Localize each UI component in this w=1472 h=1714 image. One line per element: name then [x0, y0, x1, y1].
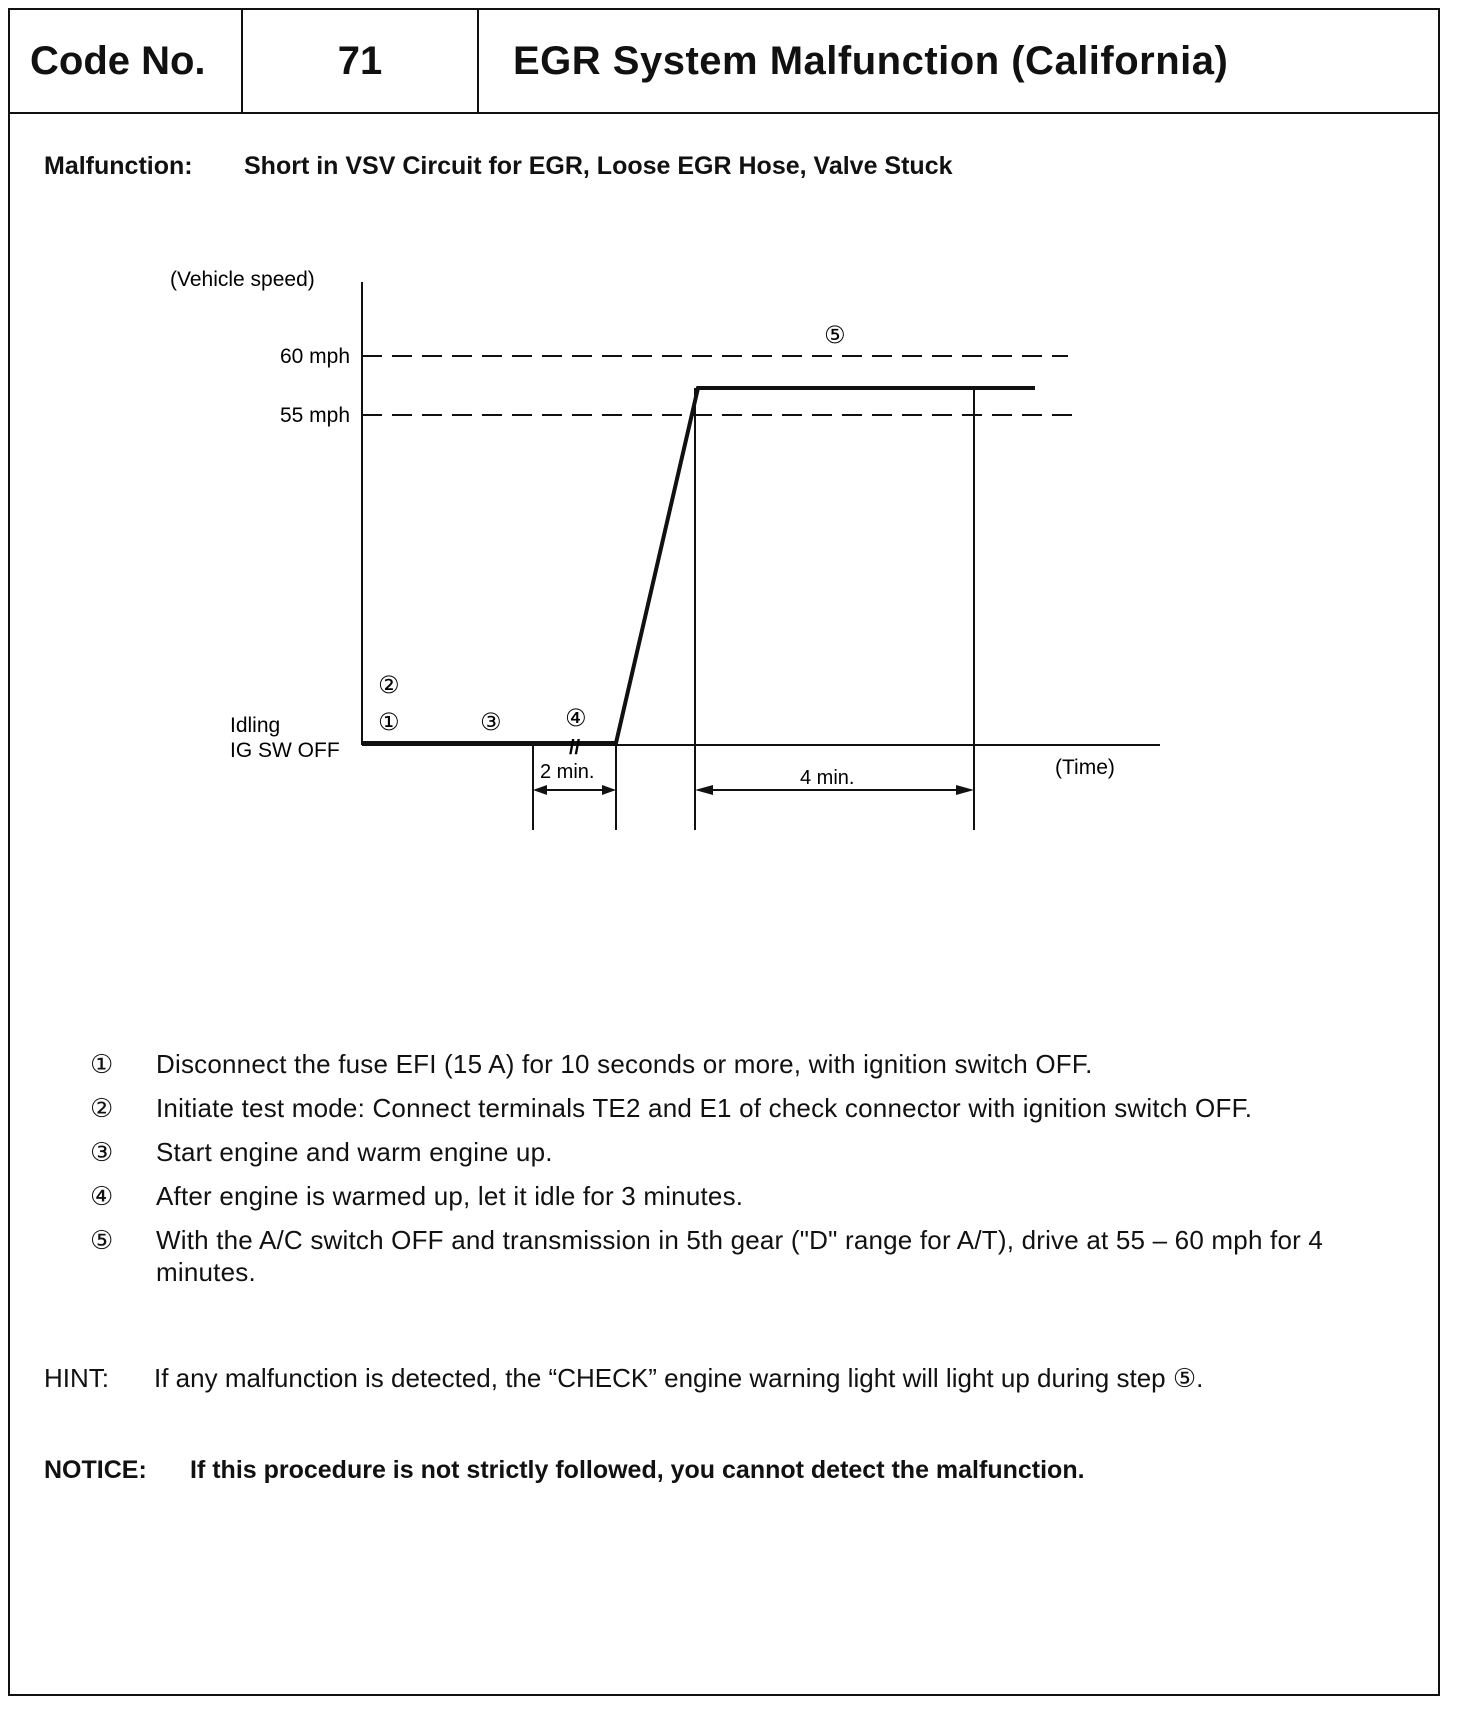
page-title: EGR System Malfunction (California) — [513, 38, 1229, 83]
steps-list — [90, 1048, 1410, 1300]
marker-4: ④ — [565, 705, 587, 732]
step-text: Initiate test mode: Connect terminals TE2 and E1 of check connector with ignition switch OFF. — [156, 1093, 1253, 1123]
break-mark: // — [569, 737, 581, 759]
step-number: ④ — [90, 1181, 114, 1211]
code-number: 71 — [243, 10, 479, 112]
marker-2: ② — [378, 672, 400, 699]
step-text: Disconnect the fuse EFI (15 A) for 10 seconds or more, with ignition switch OFF. — [156, 1049, 1093, 1079]
x-axis-label: (Time) — [1055, 756, 1115, 779]
malfunction-text: Short in VSV Circuit for EGR, Loose EGR Hose, Valve Stuck — [244, 152, 953, 180]
list-item — [90, 1180, 1410, 1212]
arrow-2min-head-left — [533, 785, 547, 795]
interval-label-4min: 4 min. — [800, 767, 855, 789]
marker-5: ⑤ — [824, 322, 846, 349]
step-number: ⑤ — [90, 1225, 114, 1255]
malfunction-label: Malfunction: — [44, 152, 193, 180]
baseline-label-idling: Idling — [230, 714, 281, 737]
interval-label-2min: 2 min. — [540, 761, 595, 783]
baseline-label-igsw: IG SW OFF — [230, 739, 340, 762]
malfunction-line — [44, 152, 953, 181]
speed-profile-line — [362, 388, 1035, 743]
hint-paragraph — [44, 1362, 1424, 1394]
list-item — [90, 1048, 1410, 1080]
arrow-4min-head-right — [956, 785, 974, 795]
step-number: ② — [90, 1093, 114, 1123]
step-text: With the A/C switch OFF and transmission in 5th gear ("D" range for A/T), drive at 55 – 60 mph for 4 minutes. — [156, 1225, 1324, 1287]
step-text: After engine is warmed up, let it idle for 3 minutes. — [156, 1181, 744, 1211]
notice-paragraph — [44, 1456, 1085, 1485]
notice-text: If this procedure is not strictly followed, you cannot detect the malfunction. — [190, 1456, 1085, 1484]
marker-3: ③ — [480, 709, 502, 736]
list-item — [90, 1092, 1410, 1124]
arrow-4min-head-left — [695, 785, 713, 795]
step-number: ① — [90, 1049, 114, 1079]
notice-label: NOTICE: — [44, 1456, 147, 1484]
header-table — [10, 10, 1438, 114]
step-number: ③ — [90, 1137, 114, 1167]
step-text: Start engine and warm engine up. — [156, 1137, 553, 1167]
tick-label-55mph: 55 mph — [279, 404, 350, 427]
hint-label: HINT: — [44, 1363, 109, 1393]
page-frame — [8, 8, 1440, 1696]
y-axis-label: (Vehicle speed) — [170, 268, 315, 291]
code-label: Code No. — [10, 10, 243, 112]
list-item — [90, 1224, 1410, 1288]
speed-time-chart — [10, 250, 1440, 930]
list-item — [90, 1136, 1410, 1168]
marker-1: ① — [378, 709, 400, 736]
arrow-2min-head-right — [602, 785, 616, 795]
tick-label-60mph: 60 mph — [279, 345, 350, 368]
hint-text: If any malfunction is detected, the “CHECK” engine warning light will light up during step ⑤. — [154, 1363, 1204, 1393]
